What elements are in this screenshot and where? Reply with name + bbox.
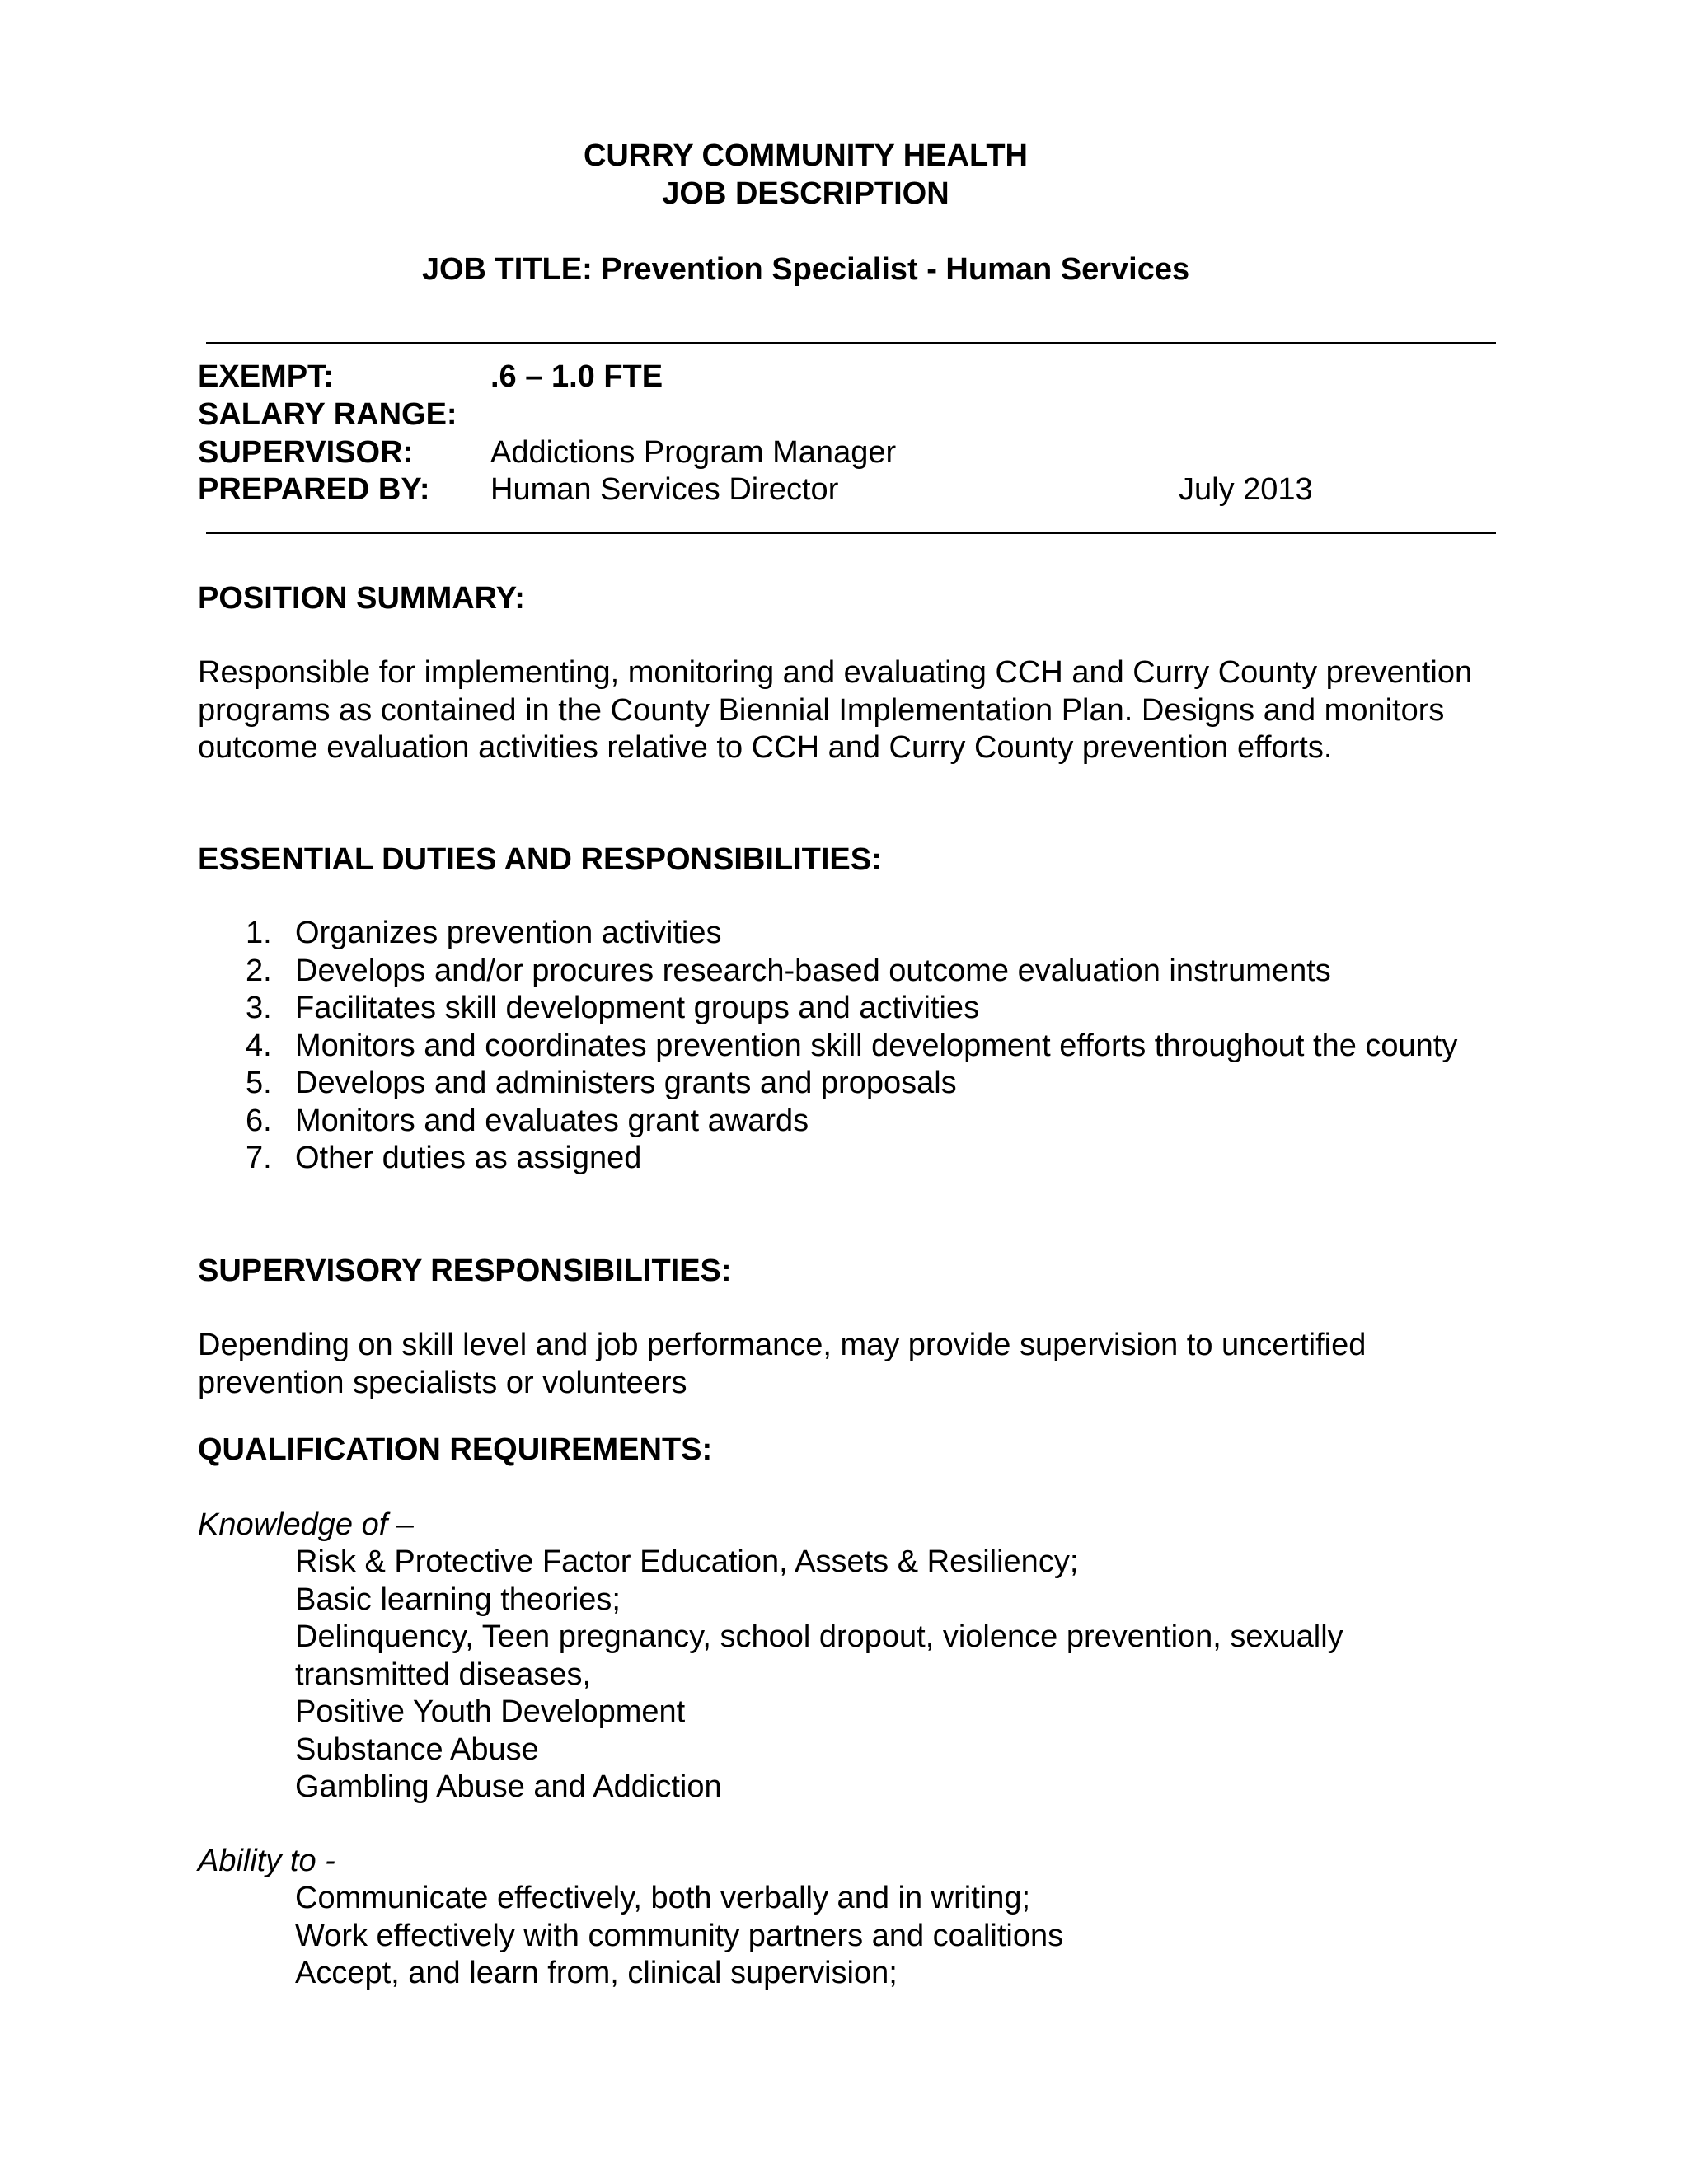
prepared-label: PREPARED BY: bbox=[198, 472, 430, 507]
list-item: Risk & Protective Factor Education, Assets & Resiliency; bbox=[295, 1544, 1079, 1579]
duties-list bbox=[198, 915, 1500, 1178]
list-item: Communicate effectively, both verbally and in writing; bbox=[295, 1881, 1031, 1915]
list-item: 5. Develops and administers grants and proposals bbox=[246, 1066, 957, 1100]
job-title: JOB TITLE: Prevention Specialist - Human Services bbox=[421, 252, 1190, 287]
exempt-label: EXEMPT: bbox=[198, 359, 334, 394]
supervisory-text: Depending on skill level and job performance, may provide supervision to uncertified prevention specialists or volunteers bbox=[198, 1328, 1367, 1400]
list-item: 6. Monitors and evaluates grant awards bbox=[246, 1103, 809, 1138]
exempt-value: .6 – 1.0 FTE bbox=[490, 359, 663, 394]
supervisory-heading: SUPERVISORY RESPONSIBILITIES: bbox=[198, 1254, 732, 1288]
supervisor-value: Addictions Program Manager bbox=[490, 435, 897, 470]
list-item: Work effectively with community partners and coalitions bbox=[295, 1918, 1064, 1953]
qualifications-heading: QUALIFICATION REQUIREMENTS: bbox=[198, 1432, 713, 1467]
list-item: 7. Other duties as assigned bbox=[246, 1141, 642, 1175]
prepared-value: Human Services Director bbox=[490, 472, 839, 507]
bottom-divider bbox=[206, 532, 1496, 534]
list-item: Gambling Abuse and Addiction bbox=[295, 1769, 722, 1804]
ability-list bbox=[295, 1880, 1507, 1993]
list-item: 2. Develops and/or procures research-based outcome evaluation instruments bbox=[246, 953, 1331, 988]
position-summary-text: Responsible for implementing, monitoring and evaluating CCH and Curry County prevention programs as contained in the County Biennial Implementation Plan. Designs and monitors outcome evaluation activities relative to CCH and Curry County prevention efforts. bbox=[198, 655, 1473, 765]
list-item: Delinquency, Teen pregnancy, school dropout, violence prevention, sexually transmitted diseases, bbox=[295, 1619, 1343, 1692]
org-name: CURRY COMMUNITY HEALTH bbox=[583, 138, 1029, 173]
knowledge-list bbox=[295, 1544, 1507, 1807]
list-item: Substance Abuse bbox=[295, 1732, 539, 1767]
knowledge-intro: Knowledge of – bbox=[198, 1507, 414, 1542]
prepared-date: July 2013 bbox=[1179, 472, 1313, 507]
duties-heading: ESSENTIAL DUTIES AND RESPONSIBILITIES: bbox=[198, 842, 882, 877]
list-item: 1. Organizes prevention activities bbox=[246, 916, 722, 950]
salary-label: SALARY RANGE: bbox=[198, 397, 457, 432]
top-divider bbox=[206, 342, 1496, 344]
list-item: Accept, and learn from, clinical supervision; bbox=[295, 1956, 898, 1990]
list-item: Basic learning theories; bbox=[295, 1582, 621, 1617]
list-item: 3. Facilitates skill development groups and activities bbox=[246, 991, 980, 1025]
document-type: JOB DESCRIPTION bbox=[662, 176, 950, 211]
list-item: 4. Monitors and coordinates prevention skill development efforts throughout the county bbox=[246, 1028, 1458, 1063]
position-summary-heading: POSITION SUMMARY: bbox=[198, 581, 525, 616]
list-item: Positive Youth Development bbox=[295, 1694, 686, 1729]
supervisor-label: SUPERVISOR: bbox=[198, 435, 414, 470]
ability-intro: Ability to - bbox=[198, 1844, 335, 1878]
